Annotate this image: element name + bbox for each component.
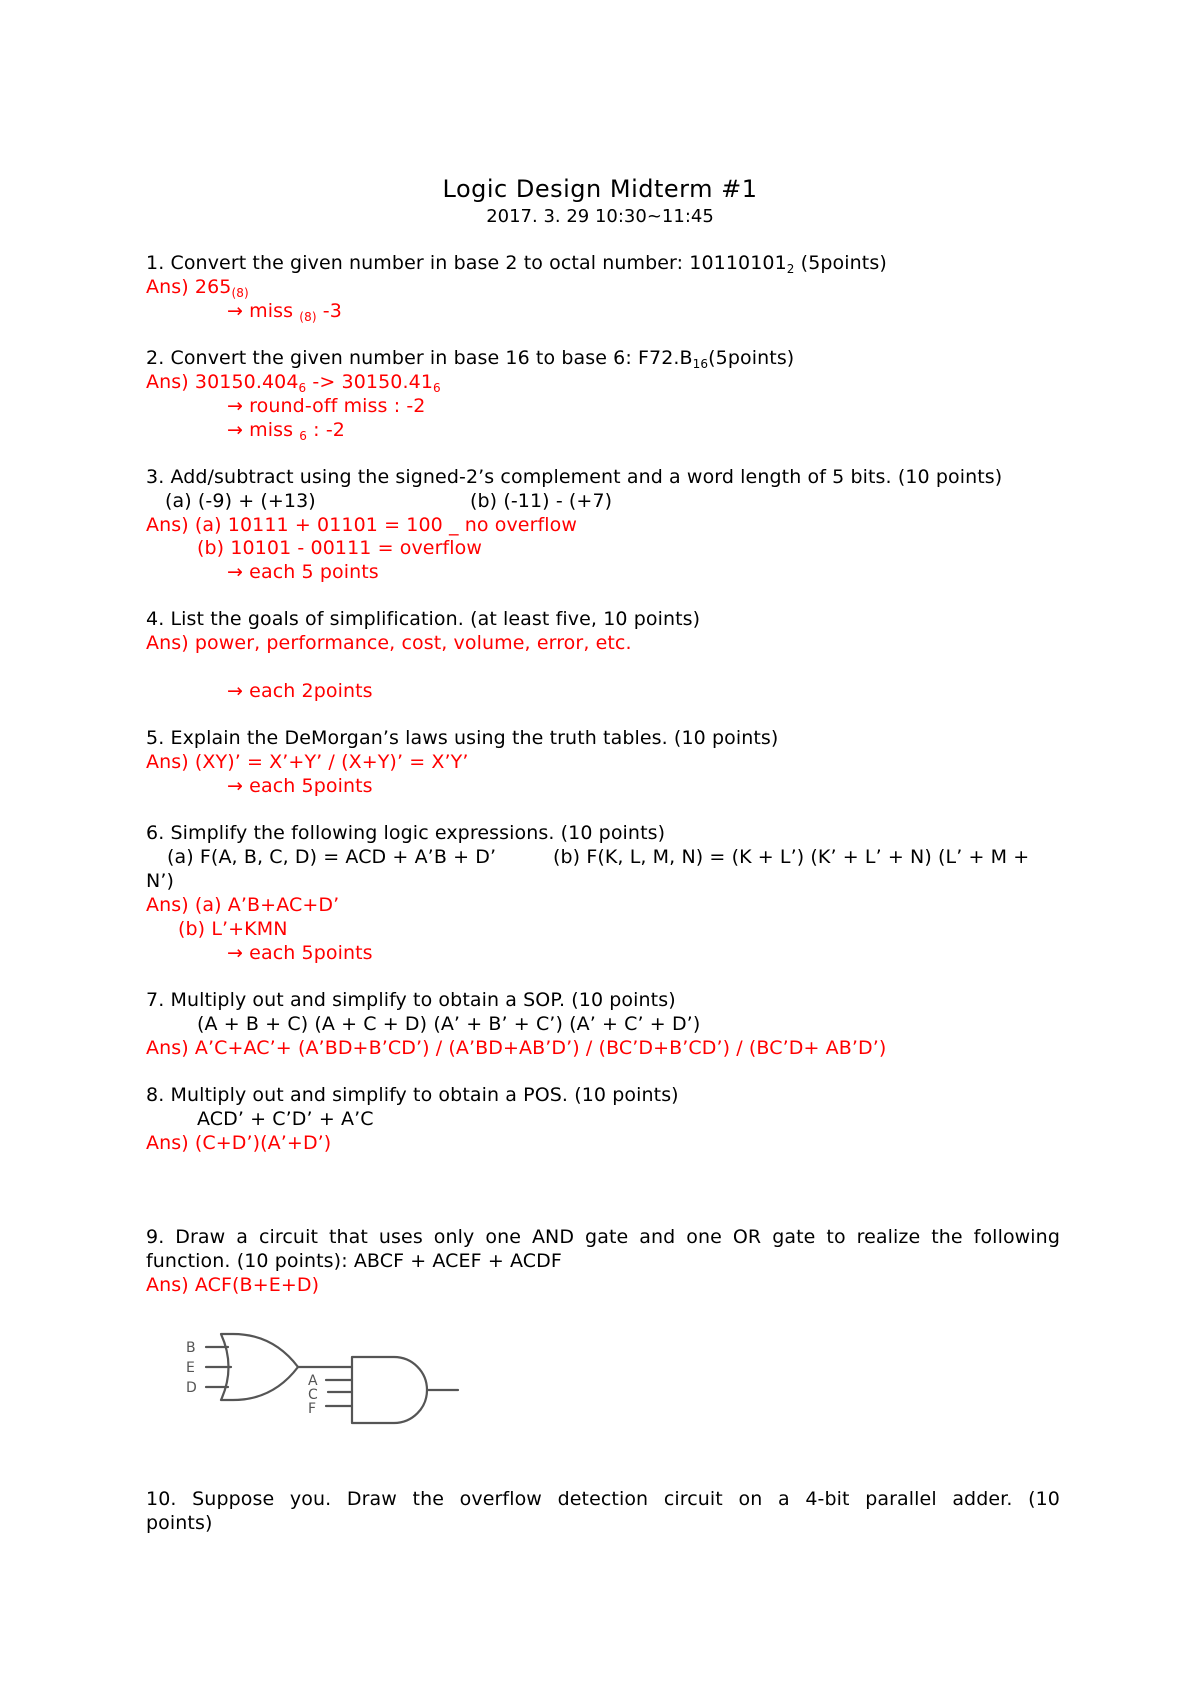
question-4: 4. List the goals of simplification. (at least five, 10 points) <box>146 608 701 630</box>
and-input-label-f: F <box>308 1401 317 1417</box>
question-3: 3. Add/subtract using the signed-2’s complement and a word length of 5 bits. (10 points) <box>146 466 1003 488</box>
answer-9: Ans) ACF(B+E+D) <box>146 1274 320 1296</box>
answer-7: Ans) A’C+AC’+ (A’BD+B’CD’) / (A’BD+AB’D’) / (BC’D+B’CD’) / (BC’D+ AB’D’) <box>146 1037 887 1059</box>
grading-note-4: → each 2points <box>227 680 373 702</box>
question-1: 1. Convert the given number in base 2 to octal number: $10110101_2$ (5points) <box>146 252 887 276</box>
question-7-expression: (A + B + C) (A + C + D) (A’ + B’ + C’) (A’ + C’ + D’) <box>197 1013 701 1035</box>
question-6: 6. Simplify the following logic expressions. (10 points) <box>146 822 666 844</box>
grading-note-1: → miss $_{(8)}$ -3 <box>227 300 342 324</box>
question-2: 2. Convert the given number in base 16 to base 6: $F72.B_{16}(5points)$ <box>146 347 795 371</box>
and-input-label-c: C <box>308 1387 318 1403</box>
answer-3a: Ans) (a) 10111 + 01101 = 100 _ no overflow <box>146 514 578 536</box>
grading-note-3: → each 5 points <box>227 561 379 583</box>
grading-note-5: → each 5points <box>227 775 373 797</box>
answer-2: Ans) $30150.404_6 -> 30150.41_6$ <box>146 371 441 395</box>
question-9-line-2: function. (10 points): ABCF + ACEF + ACDF <box>146 1250 562 1272</box>
answer-6b: (b) L’+KMN <box>178 918 288 940</box>
and-gate <box>352 1357 427 1423</box>
exam-date: 2017. 3. 29 10:30~11:45 <box>486 206 714 227</box>
grading-note-6: → each 5points <box>227 942 373 964</box>
question-7: 7. Multiply out and simplify to obtain a SOP. (10 points) <box>146 989 676 1011</box>
question-9-line-1: 9. Draw a circuit that uses only one AND gate and one OR gate to realize the following <box>146 1226 1060 1248</box>
question-6-part-a: (a) F(A, B, C, D) = ACD + A’B + D’ <box>167 846 497 868</box>
or-input-label-e: E <box>186 1360 195 1376</box>
question-3-part-a: (a) (-9) + (+13) <box>165 490 316 512</box>
question-6-part-b: (b) F(K, L, M, N) = (K + L’) (K’ + L’ + N) (L’ + M + <box>553 846 1030 868</box>
page-title: Logic Design Midterm #1 <box>442 175 758 203</box>
question-5: 5. Explain the DeMorgan’s laws using the truth tables. (10 points) <box>146 727 779 749</box>
answer-4: Ans) power, performance, cost, volume, error, etc. <box>146 632 632 654</box>
answer-5: Ans) (XY)’ = X’+Y’ / (X+Y)’ = X’Y’ <box>146 751 469 773</box>
answer-3b: (b) 10101 - 00111 = overflow <box>197 537 483 559</box>
or-input-label-d: D <box>186 1380 197 1396</box>
question-10-line-2: points) <box>146 1512 213 1534</box>
answer-6a: Ans) (a) A’B+AC+D’ <box>146 894 340 916</box>
question-6-part-b-cont: N’) <box>146 870 174 892</box>
grading-note-2b: → miss $_6$ : -2 <box>227 419 345 443</box>
answer-1: Ans) $265_{(8)}$ <box>146 276 249 300</box>
logic-circuit-diagram <box>178 1322 478 1432</box>
question-10-line-1: 10. Suppose you. Draw the overflow detection circuit on a 4-bit parallel adder. (10 <box>146 1488 1060 1510</box>
question-3-part-b: (b) (-11) - (+7) <box>470 490 613 512</box>
grading-note-2a: → round-off miss : -2 <box>227 395 426 417</box>
or-gate <box>221 1334 298 1400</box>
or-input-label-b: B <box>186 1340 196 1356</box>
question-8-expression: ACD’ + C’D’ + A’C <box>197 1108 374 1130</box>
and-input-label-a: A <box>308 1373 318 1389</box>
question-8: 8. Multiply out and simplify to obtain a POS. (10 points) <box>146 1084 679 1106</box>
answer-8: Ans) (C+D’)(A’+D’) <box>146 1132 332 1154</box>
